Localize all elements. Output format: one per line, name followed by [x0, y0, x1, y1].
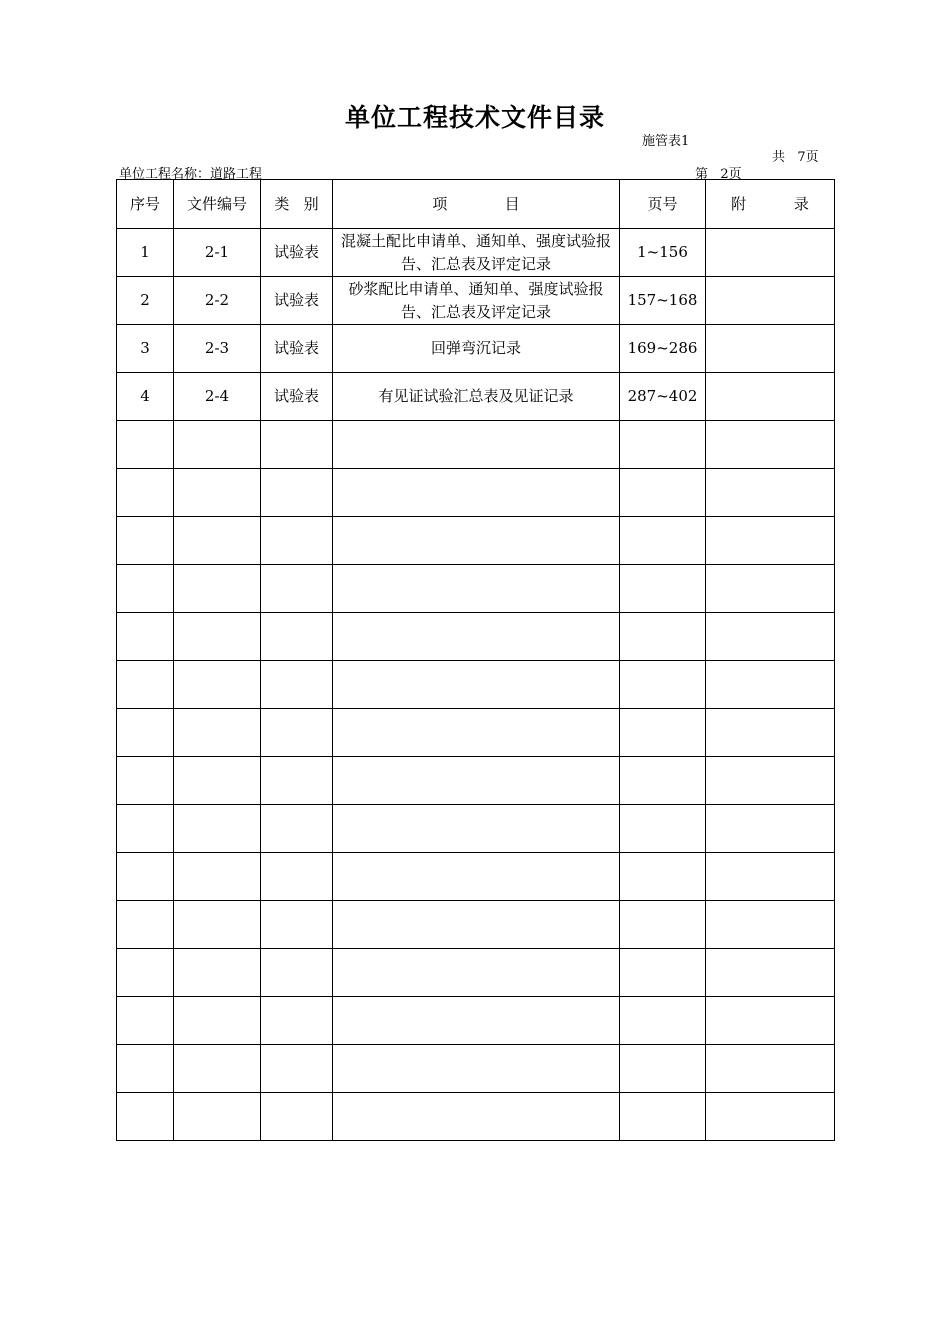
- cell-category: [261, 421, 333, 469]
- cell-category: [261, 469, 333, 517]
- cell-category: [261, 853, 333, 901]
- cell-appendix: [706, 1045, 835, 1093]
- cell-category: 试验表: [261, 325, 333, 373]
- cell-file-no: [174, 757, 261, 805]
- cell-file-no: [174, 565, 261, 613]
- cell-appendix: [706, 853, 835, 901]
- project-name: 单位工程名称：道路工程: [119, 167, 263, 182]
- table-row: [117, 325, 835, 373]
- cell-page: [620, 805, 706, 853]
- cell-seq: [117, 949, 174, 997]
- form-code: 施管表1: [642, 134, 690, 149]
- cell-item: [333, 901, 620, 949]
- cell-file-no: [174, 1045, 261, 1093]
- header-item: 项 目: [333, 180, 620, 229]
- cell-appendix: [706, 277, 835, 325]
- cell-appendix: [706, 949, 835, 997]
- cell-page: [620, 949, 706, 997]
- cell-file-no: [174, 613, 261, 661]
- cell-category: [261, 1093, 333, 1141]
- cell-page: 169~286: [620, 325, 706, 373]
- cell-page: [620, 613, 706, 661]
- cell-page: [620, 1045, 706, 1093]
- cell-item: [333, 805, 620, 853]
- cell-page: 157~168: [620, 277, 706, 325]
- cell-file-no: [174, 517, 261, 565]
- cell-seq: [117, 565, 174, 613]
- cell-seq: [117, 901, 174, 949]
- cell-item: [333, 661, 620, 709]
- cell-page: 287~402: [620, 373, 706, 421]
- cell-page: [620, 901, 706, 949]
- cell-file-no: [174, 469, 261, 517]
- total-pages: 共 7页: [772, 150, 819, 165]
- cell-page: 1~156: [620, 229, 706, 277]
- cell-seq: [117, 805, 174, 853]
- cell-category: [261, 757, 333, 805]
- cell-page: [620, 565, 706, 613]
- cell-item: [333, 757, 620, 805]
- cell-seq: [117, 469, 174, 517]
- cell-seq: 2: [117, 277, 174, 325]
- table-row: [117, 949, 835, 997]
- cell-item: [333, 1093, 620, 1141]
- cell-item: 砂浆配比申请单、通知单、强度试验报告、汇总表及评定记录: [333, 277, 620, 325]
- table-row: [117, 997, 835, 1045]
- cell-appendix: [706, 517, 835, 565]
- cell-file-no: [174, 997, 261, 1045]
- header-file-no: 文件编号: [174, 180, 261, 229]
- table-row: [117, 661, 835, 709]
- table-row: [117, 1093, 835, 1141]
- cell-category: [261, 613, 333, 661]
- cell-file-no: [174, 805, 261, 853]
- document-title: 单位工程技术文件目录: [344, 103, 605, 132]
- cell-appendix: [706, 805, 835, 853]
- cell-item: 混凝土配比申请单、通知单、强度试验报告、汇总表及评定记录: [333, 229, 620, 277]
- table-row: [117, 1045, 835, 1093]
- cell-file-no: [174, 949, 261, 997]
- table-row: [117, 277, 835, 325]
- cell-category: [261, 949, 333, 997]
- cell-seq: 4: [117, 373, 174, 421]
- cell-category: 试验表: [261, 277, 333, 325]
- cell-page: [620, 757, 706, 805]
- cell-page: [620, 853, 706, 901]
- cell-file-no: 2-1: [174, 229, 261, 277]
- cell-seq: 1: [117, 229, 174, 277]
- cell-appendix: [706, 373, 835, 421]
- header-page: 页号: [620, 180, 706, 229]
- table-row: [117, 517, 835, 565]
- cell-file-no: [174, 709, 261, 757]
- cell-item: 回弹弯沉记录: [333, 325, 620, 373]
- cell-category: 试验表: [261, 373, 333, 421]
- cell-seq: [117, 1045, 174, 1093]
- table-row: [117, 613, 835, 661]
- header-seq: 序号: [117, 180, 174, 229]
- cell-item: [333, 613, 620, 661]
- cell-appendix: [706, 997, 835, 1045]
- cell-category: [261, 709, 333, 757]
- cell-appendix: [706, 757, 835, 805]
- cell-category: 试验表: [261, 229, 333, 277]
- cell-file-no: [174, 661, 261, 709]
- cell-appendix: [706, 661, 835, 709]
- cell-seq: [117, 421, 174, 469]
- cell-category: [261, 565, 333, 613]
- cell-item: [333, 565, 620, 613]
- cell-item: [333, 949, 620, 997]
- header-appendix: 附 录: [706, 180, 835, 229]
- cell-file-no: [174, 853, 261, 901]
- cell-category: [261, 1045, 333, 1093]
- cell-category: [261, 517, 333, 565]
- cell-item: 有见证试验汇总表及见证记录: [333, 373, 620, 421]
- cell-file-no: [174, 1093, 261, 1141]
- cell-appendix: [706, 229, 835, 277]
- table-body: [117, 229, 835, 1141]
- cell-seq: [117, 757, 174, 805]
- cell-page: [620, 709, 706, 757]
- page-number: 第 2页: [695, 167, 742, 182]
- cell-page: [620, 1093, 706, 1141]
- cell-category: [261, 901, 333, 949]
- cell-seq: 3: [117, 325, 174, 373]
- cell-seq: [117, 661, 174, 709]
- cell-item: [333, 853, 620, 901]
- cell-appendix: [706, 565, 835, 613]
- cell-seq: [117, 709, 174, 757]
- cell-file-no: 2-3: [174, 325, 261, 373]
- cell-seq: [117, 517, 174, 565]
- cell-file-no: 2-4: [174, 373, 261, 421]
- cell-page: [620, 421, 706, 469]
- cell-item: [333, 1045, 620, 1093]
- cell-appendix: [706, 421, 835, 469]
- cell-category: [261, 661, 333, 709]
- cell-category: [261, 997, 333, 1045]
- cell-page: [620, 997, 706, 1045]
- cell-appendix: [706, 469, 835, 517]
- cell-seq: [117, 853, 174, 901]
- cell-seq: [117, 997, 174, 1045]
- cell-seq: [117, 613, 174, 661]
- cell-appendix: [706, 901, 835, 949]
- cell-category: [261, 805, 333, 853]
- cell-appendix: [706, 613, 835, 661]
- cell-item: [333, 421, 620, 469]
- table-row: [117, 373, 835, 421]
- catalog-table: [116, 179, 835, 1141]
- cell-item: [333, 997, 620, 1045]
- cell-item: [333, 517, 620, 565]
- table-row: [117, 757, 835, 805]
- cell-item: [333, 469, 620, 517]
- table-row: [117, 853, 835, 901]
- cell-page: [620, 517, 706, 565]
- table-row: [117, 709, 835, 757]
- cell-file-no: 2-2: [174, 277, 261, 325]
- table-row: [117, 469, 835, 517]
- cell-file-no: [174, 901, 261, 949]
- cell-appendix: [706, 325, 835, 373]
- table-header-row: [117, 180, 835, 229]
- table-row: [117, 565, 835, 613]
- cell-appendix: [706, 709, 835, 757]
- table-row: [117, 901, 835, 949]
- header-category: 类 别: [261, 180, 333, 229]
- cell-page: [620, 661, 706, 709]
- table-row: [117, 421, 835, 469]
- table-row: [117, 229, 835, 277]
- cell-appendix: [706, 1093, 835, 1141]
- table-row: [117, 805, 835, 853]
- cell-seq: [117, 1093, 174, 1141]
- cell-item: [333, 709, 620, 757]
- cell-page: [620, 469, 706, 517]
- cell-file-no: [174, 421, 261, 469]
